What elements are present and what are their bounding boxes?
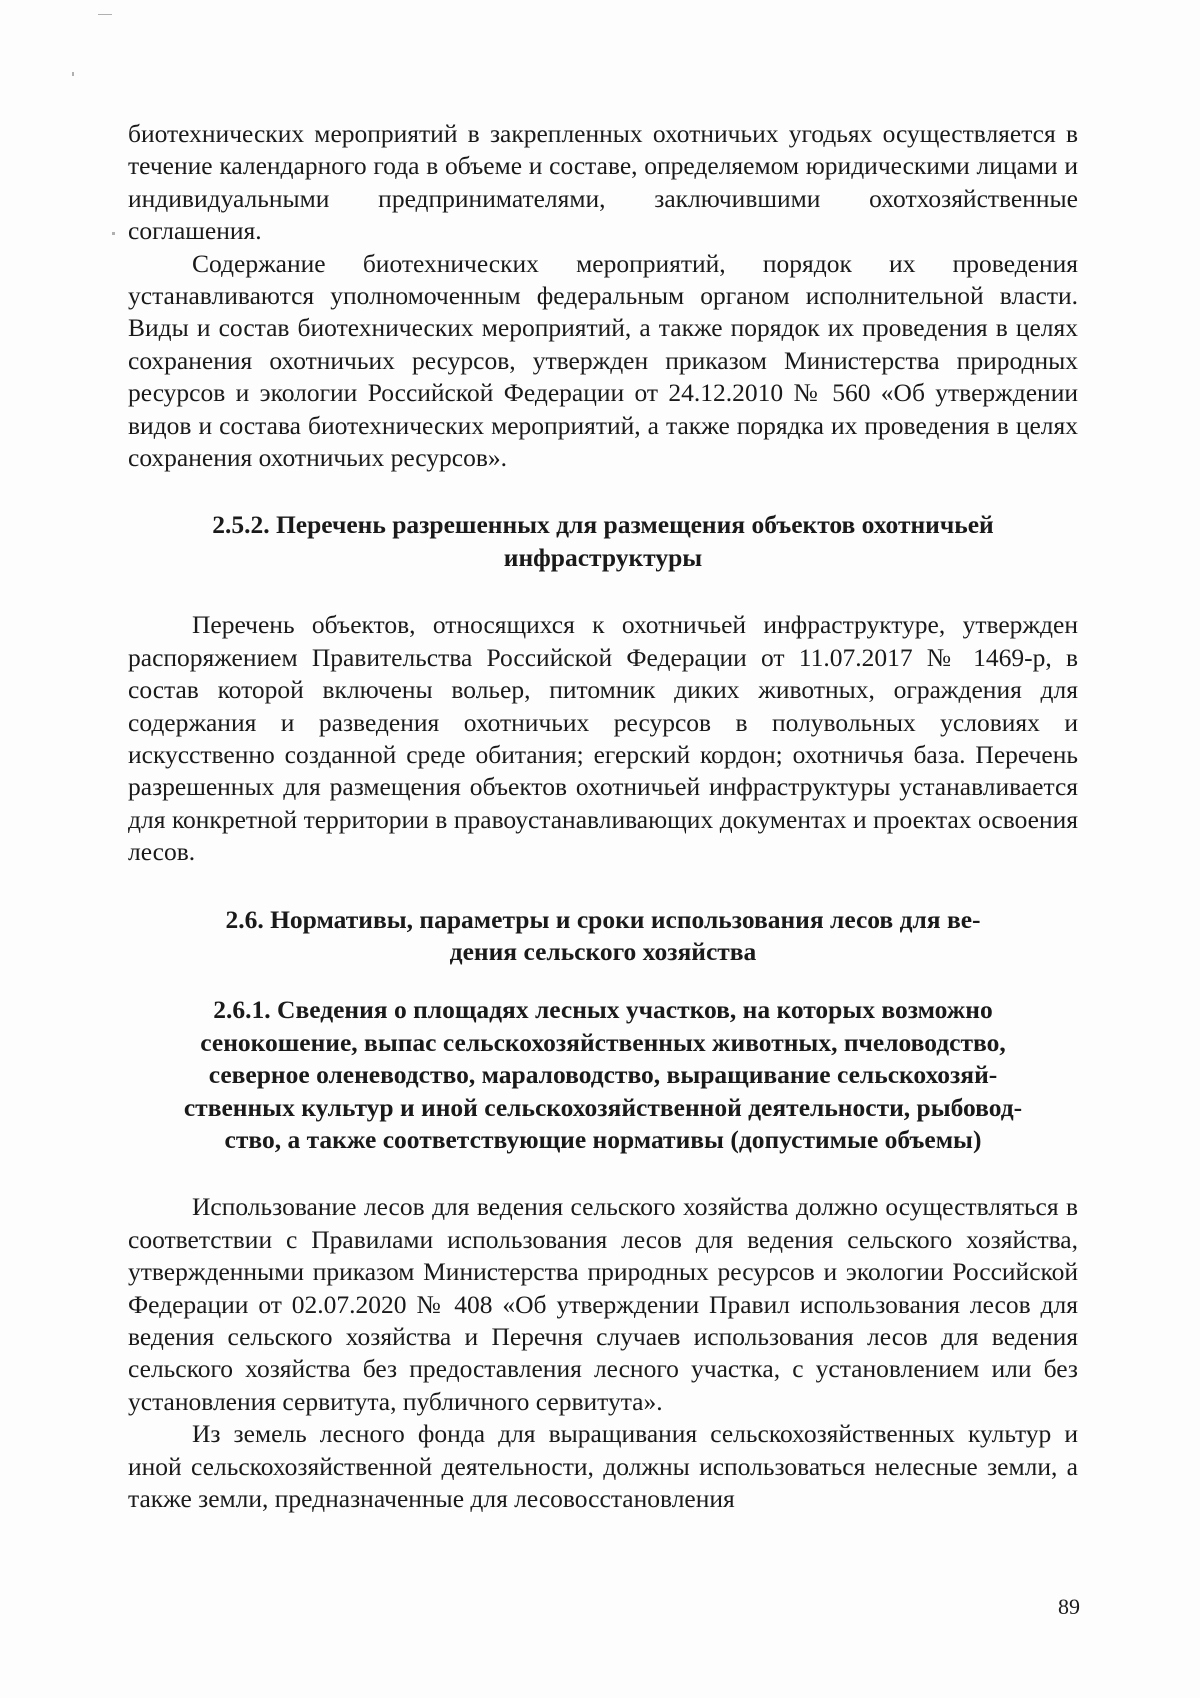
scan-mark [98, 14, 112, 15]
scan-mark [112, 232, 115, 235]
scan-mark [72, 72, 74, 76]
heading-line: сенокошение, выпас сельскохозяйственных животных, пчеловодство, [200, 1027, 1006, 1057]
paragraph-agriculture-rules: Использование лесов для ведения сельского хозяйства должно осуществляться в соответствии с Правилами использования лесов для ведения сельского хозяйства, утвержденными приказом Министерства природных ресурсов и экологии Российской Федерации от 02.07.2020 № 408 «Об утверждении Правил использования лесов для ведения сельского хозяйства и Перечня случаев использования лесов для ведения сельского хозяйства без предоставления лесного участка, с установлением или без установления сервитута, публичного сервитута». [128, 1192, 1078, 1416]
heading-line: инфраструктуры [503, 542, 703, 572]
section-heading-2-5-2 [128, 509, 1078, 574]
paragraph-hunting-infrastructure: Перечень объектов, относящихся к охотничьей инфраструктуре, утвержден распоряжением Правительства Российской Федерации от 11.07.2017 № 1469-р, в состав которой включены вольер, питомник диких животных, ограждения для содержания и разведения охотничьих ресурсов в полувольных условиях и искусственно созданной среде обитания; егерский кордон; охотничья база. Перечень разрешенных для размещения объектов охотничьей инфраструктуры устанавливается для конкретной территории в правоустанавливающих документах и проектах освоения лесов. [128, 610, 1078, 867]
heading-line: дения сельского хозяйства [449, 936, 757, 966]
heading-line: ство, а также соответствующие нормативы (допустимые объемы) [224, 1124, 982, 1154]
heading-line: 2.5.2. Перечень разрешенных для размещения объектов охотничьей [212, 510, 994, 540]
heading-line: ственных культур и иной сельскохозяйственной деятельности, рыбовод- [183, 1092, 1023, 1122]
paragraph-biotech-content: Содержание биотехнических мероприятий, порядок их проведения устанавливаются уполномоченным федеральным органом исполнительной власти. Виды и состав биотехнических мероприятий, а также порядок их проведения в целях сохранения охотничьих ресурсов, утвержден приказом Министерства природных ресурсов и экологии Российской Федерации от 24.12.2010 № 560 «Об утверждении видов и состава биотехнических мероприятий, а также порядка их проведения в целях сохранения охотничьих ресурсов». [128, 248, 1078, 473]
heading-line: северное оленеводство, мараловодство, выращивание сельскохозяй- [208, 1060, 998, 1090]
paragraph-biotech-continuation: биотехнических мероприятий в закрепленных охотничьих угодьях осуществляется в течение календарного года в объеме и составе, определяемом юридическими лицами и индивидуальными предпринимателями, заключившими охотхозяйственные соглашения. [128, 119, 1078, 246]
page-number: 89 [1058, 1594, 1080, 1619]
paragraph-agriculture-lands: Из земель лесного фонда для выращивания сельскохозяйственных культур и иной сельскохозяйственной деятельности, должны использоваться нелесные земли, а также земли, предназначенные для лесовосстановления [128, 1419, 1078, 1514]
section-heading-2-6-1 [128, 994, 1078, 1156]
heading-line: 2.6. Нормативы, параметры и сроки использования лесов для ве- [225, 904, 981, 934]
section-heading-2-6 [128, 904, 1078, 969]
document-body [128, 118, 1078, 1515]
heading-line: 2.6.1. Сведения о площадях лесных участков, на которых возможно [213, 995, 993, 1025]
